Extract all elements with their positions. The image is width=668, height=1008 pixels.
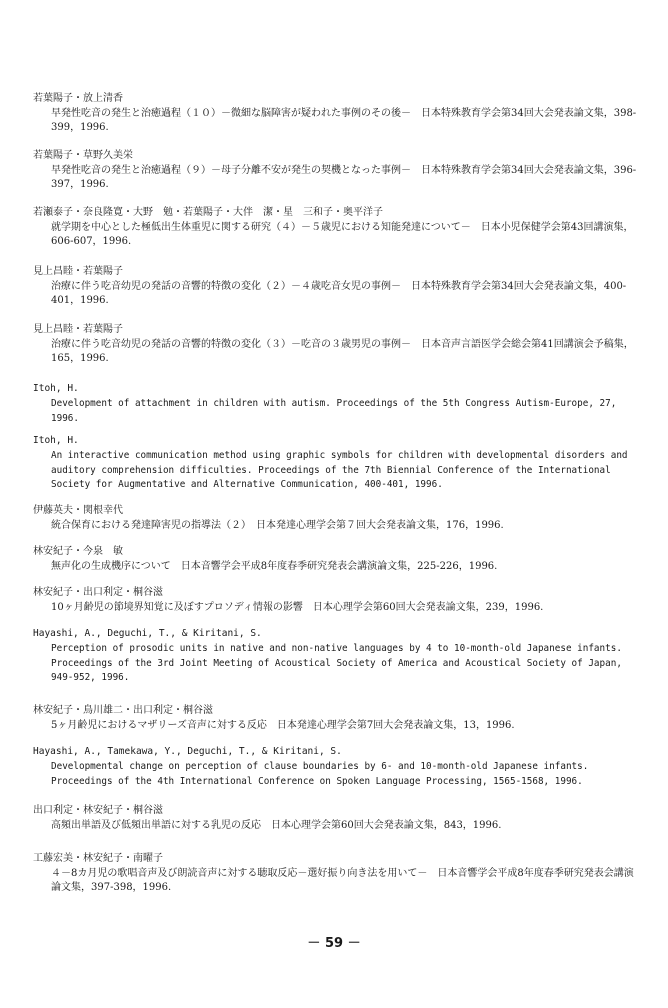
reference-authors: 若葉陽子・草野久美栄 (33, 150, 133, 161)
reference-citation: 就学期を中心とした極低出生体重児に関する研究（４）－５歳児における知能発達について－ 日本小児保健学会第43回講演集，606-607，1996. (51, 222, 634, 248)
reference-authors: 林安紀子・出口利定・桐谷滋 (33, 587, 163, 598)
reference-entry (33, 265, 643, 309)
reference-authors: 若葉陽子・放上清香 (33, 93, 123, 104)
reference-authors: 林安紀子・鳥川雄二・出口利定・桐谷滋 (33, 705, 213, 716)
reference-entry (33, 745, 643, 789)
reference-citation: 治療に伴う吃音幼児の発話の音響的特徴の変化（３）－吃音の３歳男児の事例－ 日本音声言語医学会総会第41回講演会予稿集，165，1996. (51, 339, 634, 365)
reference-citation: 5ヶ月齢児におけるマザリーズ音声に対する反応 日本発達心理学会第7回大会発表論文集，13，1996. (51, 720, 515, 731)
reference-citation: 早発性吃音の発生と治癒過程（９）－母子分離不安が発生の契機となった事例－ 日本特殊教育学会第34回大会発表論文集，396-397，1996. (51, 165, 637, 191)
reference-entry (33, 92, 643, 136)
reference-authors: 伊藤英夫・関根幸代 (33, 505, 123, 516)
reference-citation: 統合保育における発達障害児の指導法（２） 日本発達心理学会第７回大会発表論文集，176，1996. (51, 520, 504, 531)
reference-entry (33, 149, 643, 193)
reference-citation: 無声化の生成機序について 日本音響学会平成8年度春季研究発表会講演論文集，225-226，1996. (51, 561, 498, 572)
page-number: － 59 － (307, 936, 361, 951)
reference-citation: Perception of prosodic units in native and non-native languages by 4 to 10-month-old Japanese infants. Proceedings of the 3rd Joint Meeting of Acoustical Society of America and Acoustical Society of Japan, 949-952, 1996. (51, 643, 622, 684)
reference-authors: 林安紀子・今泉 敏 (33, 546, 123, 557)
reference-citation: 高頻出単語及び低頻出単語に対する乳児の反応 日本心理学会第60回大会発表論文集，843，1996. (51, 820, 502, 831)
reference-citation: ４－8カ月児の歌唱音声及び朗読音声に対する聴取反応－選好振り向き法を用いて－ 日本音響学会平成8年度春季研究発表会講演論文集，397-398，1996. (51, 868, 634, 894)
reference-entry (33, 627, 643, 686)
reference-authors: 出口利定・林安紀子・桐谷滋 (33, 805, 163, 816)
reference-citation: Developmental change on perception of clause boundaries by 6- and 10-month-old Japanese infants. Proceedings of the 4th International Conference on Spoken Language Processing, 1565-1568, 1996. (51, 761, 589, 787)
reference-citation: An interactive communication method using graphic symbols for children with developmental disorders and auditory comprehension difficulties. Proceedings of the 7th Biennial Conference of the International Society for Augmentative and Alternative Communication, 400-401, 1996. (51, 450, 628, 491)
reference-authors: Hayashi, A., Deguchi, T., & Kiritani, S. (33, 628, 262, 639)
reference-entry (33, 382, 643, 426)
reference-entry (33, 545, 643, 574)
reference-entry (33, 323, 643, 367)
reference-citation: Development of attachment in children with autism. Proceedings of the 5th Congress Autism-Europe, 27, 1996. (51, 398, 617, 424)
reference-authors: Itoh, H. (33, 383, 79, 394)
reference-authors: Hayashi, A., Tamekawa, Y., Deguchi, T., & Kiritani, S. (33, 746, 342, 757)
reference-authors: Itoh, H. (33, 435, 79, 446)
reference-entry (33, 434, 643, 493)
reference-citation: 治療に伴う吃音幼児の発話の音響的特徴の変化（２）－４歳吃音女児の事例－ 日本特殊教育学会第34回大会発表論文集，400-401，1996. (51, 281, 627, 307)
reference-entry (33, 586, 643, 615)
reference-entry (33, 206, 643, 250)
reference-authors: 若瀬泰子・奈良隆寛・大野 勉・若葉陽子・大伴 潔・星 三和子・奥平洋子 (33, 207, 383, 218)
reference-citation: 早発性吃音の発生と治癒過程（１０）－微細な脳障害が疑われた事例のその後－ 日本特殊教育学会第34回大会発表論文集，398-399，1996. (51, 108, 637, 134)
reference-entry (33, 504, 643, 533)
reference-authors: 見上昌睦・若葉陽子 (33, 266, 123, 277)
reference-entry (33, 704, 643, 733)
reference-citation: 10ヶ月齢児の節境界知覚に及ぼすプロソディ情報の影響 日本心理学会第60回大会発表論文集，239，1996. (51, 602, 544, 613)
reference-entry (33, 852, 643, 896)
reference-authors: 工藤宏美・林安紀子・南曜子 (33, 853, 163, 864)
reference-authors: 見上昌睦・若葉陽子 (33, 324, 123, 335)
reference-entry (33, 804, 643, 833)
